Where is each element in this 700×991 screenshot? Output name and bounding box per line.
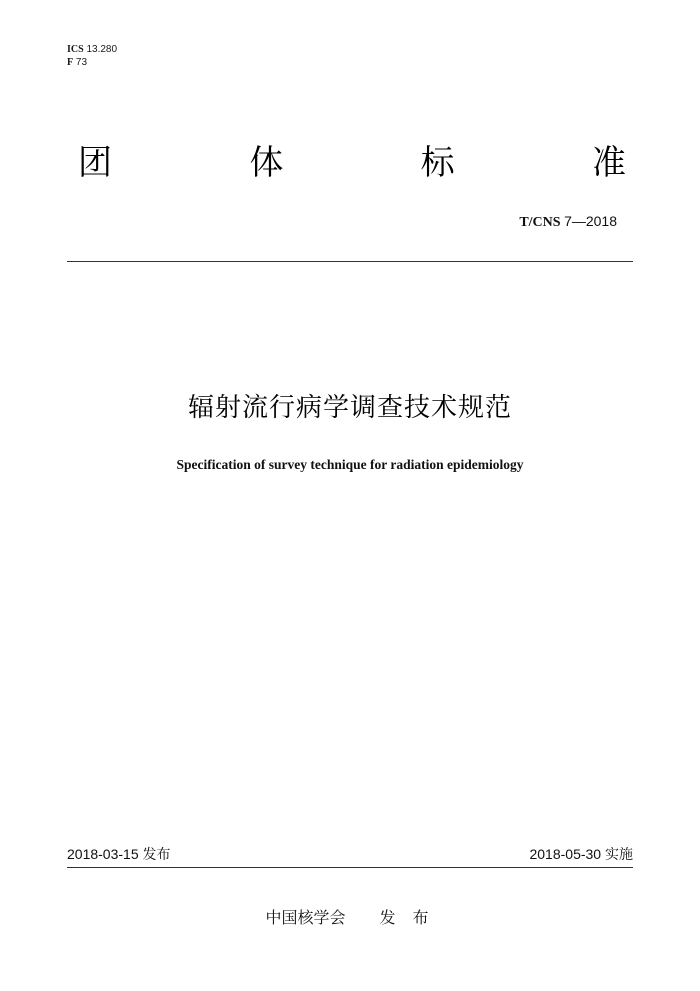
standard-type-char: 准 [591, 143, 626, 183]
implement-date: 2018-05-30 实施 [529, 846, 633, 862]
footer-divider [67, 867, 633, 868]
ics-label: ICS [67, 44, 84, 55]
ics-value: 13.280 [86, 44, 118, 55]
issuer-line [0, 906, 700, 930]
standard-type-heading [78, 138, 626, 188]
publish-date: 2018-03-15 发布 [67, 846, 171, 862]
ics-code [67, 43, 117, 56]
ccs-value: 73 [75, 57, 88, 68]
ccs-label: F [67, 57, 74, 68]
issuer-name: 中国核学会 [265, 908, 346, 927]
header-divider [67, 261, 633, 262]
standard-type-char: 体 [249, 143, 284, 183]
standard-code-prefix: T/CNS [519, 215, 561, 230]
standard-type-char: 团 [78, 143, 112, 183]
standard-type-char: 标 [420, 143, 455, 183]
standard-code-number: 7—2018 [564, 213, 617, 229]
standard-code [519, 211, 617, 233]
issuer-verb: 发 布 [379, 908, 435, 927]
document-title-english: Specification of survey technique for radiation epidemiology [176, 457, 524, 472]
ccs-code [67, 56, 117, 69]
document-title-chinese: 辐射流行病学调查技术规范 [187, 393, 512, 423]
classification-codes [67, 43, 117, 69]
